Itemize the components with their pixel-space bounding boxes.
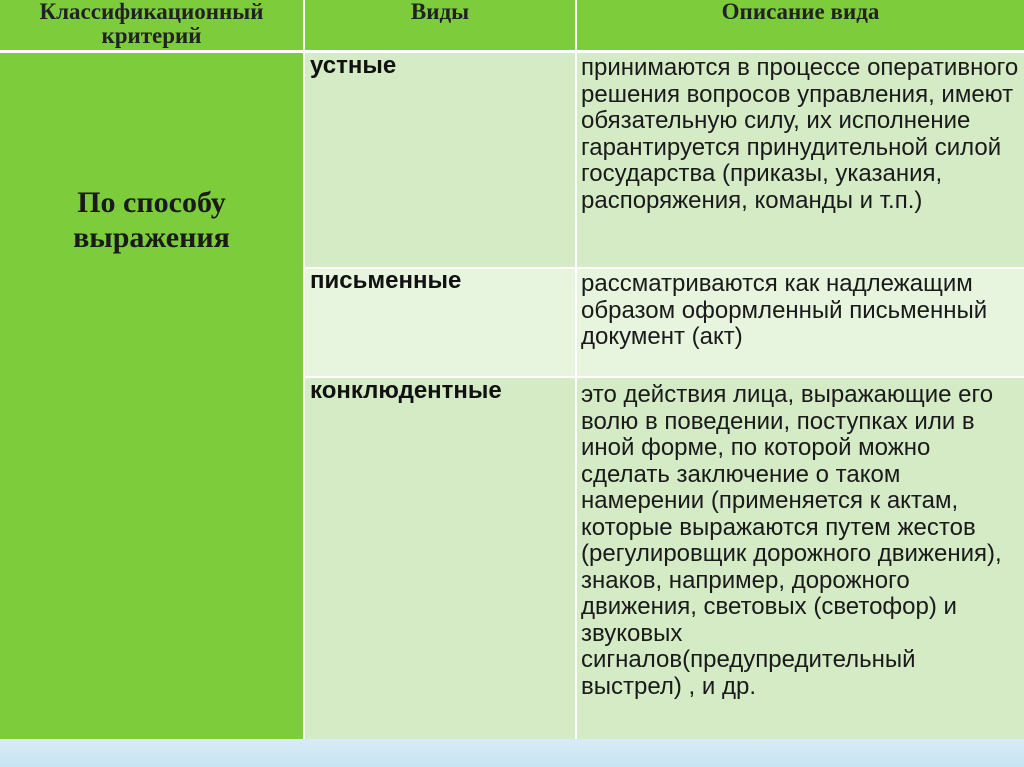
type-conclusive: конклюдентные <box>310 377 502 404</box>
description-written: рассматриваются как надлежащим образом оформленный письменный документ (акт) <box>581 270 988 350</box>
criterion-cell <box>0 53 303 739</box>
description-conclusive: это действия лица, выражающие его волю в поведении, поступках или в иной форме, по которой можно сделать заключение о таком намерении (применяется к актам, которые выражаются путем жестов (регулировщик дорожного движения), знаков, например, дорожного движения, световых (светофор) и звуковых сигналов(предупредительный выстрел) , и др. <box>581 381 1002 700</box>
type-oral: устные <box>310 52 397 79</box>
slide-bottom-band <box>0 738 1024 767</box>
type-written: письменные <box>310 267 462 294</box>
description-oral: принимаются в процессе оперативного решения вопросов управления, имеют обязательную силу, их исполнение гарантируется принудительной силой государства (приказы, указания, распоряжения, команды и т.п.) <box>581 54 1019 214</box>
header-description: Описание вида <box>721 0 880 24</box>
body-divider-2 <box>575 53 577 739</box>
header-divider-1 <box>303 0 305 52</box>
header-types: Виды <box>410 0 470 24</box>
header-criterion: Классификационный критерий <box>39 0 264 48</box>
header-divider-2 <box>575 0 577 52</box>
table-header-row <box>0 0 1024 52</box>
criterion-text: По способу выражения <box>73 186 230 254</box>
